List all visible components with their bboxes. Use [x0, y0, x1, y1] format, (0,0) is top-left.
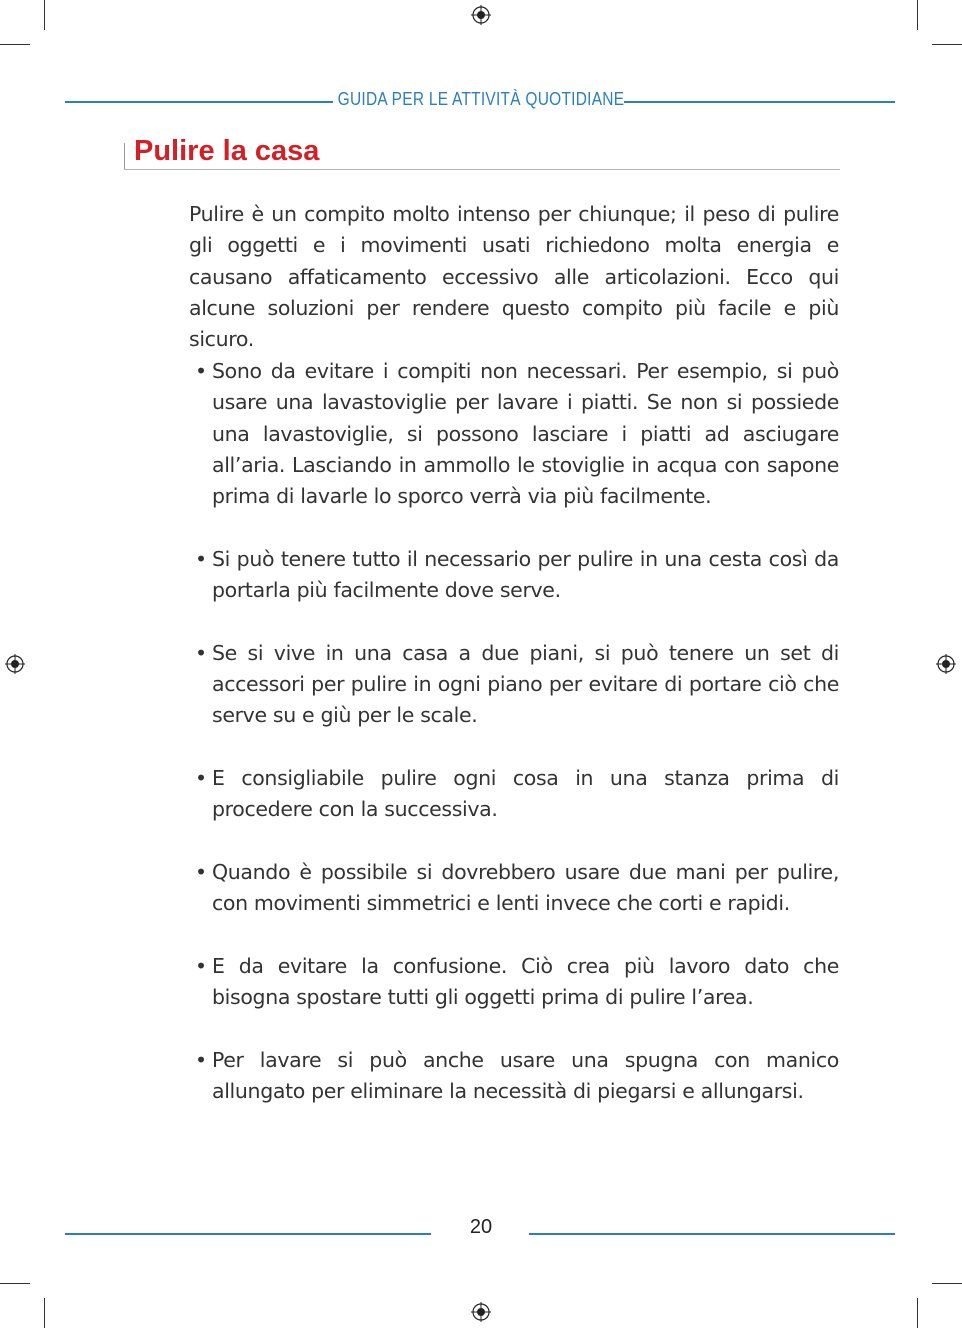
page-number: 20 [469, 1216, 493, 1238]
tips-list [189, 356, 839, 1138]
list-item-text: Per lavare si può anche usare una spugna con manico allungato per eliminare la necessità di piegarsi e allungarsi. [212, 1047, 839, 1103]
registration-mark-icon [936, 654, 956, 674]
list-item [189, 763, 839, 826]
list-item-text: E consigliabile pulire ogni cosa in una stanza prima di procedere con la successiva. [212, 765, 839, 822]
bullet-dot: • [195, 953, 207, 978]
registration-mark-icon [5, 654, 25, 674]
crop-mark-bottom-right-v [917, 1298, 918, 1328]
title-accent-bar [124, 143, 125, 170]
list-item-text: Quando è possibile si dovrebbero usare due mani per pulire, con movimenti simmetrici e lenti invece che corti e rapidi. [212, 859, 839, 916]
list-item [189, 356, 839, 512]
list-item-text: E da evitare la confusione. Ciò crea più lavoro dato che bisogna spostare tutti gli oggetti prima di pulire l’area. [212, 953, 839, 1009]
intro-paragraph: Pulire è un compito molto intenso per chiunque; il peso di pulire gli oggetti e i movimenti usati richiedono molta energia e causano affaticamento eccessivo alle articolazioni. Ecco qui alcune soluzioni per rendere questo compito più facile e più sicuro. [189, 202, 839, 352]
crop-mark-top-left-v [44, 0, 45, 30]
crop-mark-bottom-left-h [0, 1283, 30, 1284]
list-item [189, 1045, 839, 1108]
list-item [189, 638, 839, 732]
section-title: Pulire la casa [134, 135, 320, 167]
crop-mark-bottom-left-v [44, 1298, 45, 1328]
crop-mark-top-left-h [0, 44, 30, 45]
bullet-dot: • [195, 859, 207, 884]
bullet-dot: • [195, 640, 207, 665]
list-item-text: Si può tenere tutto il necessario per pulire in una cesta così da portarla più facilmente dove serve. [212, 546, 839, 603]
running-header: GUIDA PER LE ATTIVITÀ QUOTIDIANE [337, 89, 625, 109]
list-item-text: Se si vive in una casa a due piani, si può tenere un set di accessori per pulire in ogni piano per evitare di portare ciò che serve su e giù per le scale. [212, 640, 839, 728]
list-item [189, 544, 839, 607]
registration-mark-icon [471, 5, 491, 25]
crop-mark-bottom-right-h [932, 1283, 962, 1284]
registration-mark-icon [471, 1302, 491, 1322]
list-item [189, 951, 839, 1014]
bullet-dot: • [195, 359, 207, 383]
crop-mark-top-right-v [917, 0, 918, 30]
title-underline [124, 169, 840, 170]
list-item-text: Sono da evitare i compiti non necessari. Per esempio, si può usare una lavastoviglie per lavare i piatti. Se non si possiede una lavastoviglie, si possono lasciare i piatti ad asciugare all’aria. Lasciando in ammollo le stoviglie in acqua con sapone prima di lavarle lo sporco verrà via più facilmente. [212, 359, 839, 509]
bullet-dot: • [195, 765, 207, 790]
list-item [189, 857, 839, 920]
bullet-dot: • [195, 546, 207, 571]
crop-mark-top-right-h [932, 44, 962, 45]
bullet-dot: • [195, 1047, 207, 1072]
